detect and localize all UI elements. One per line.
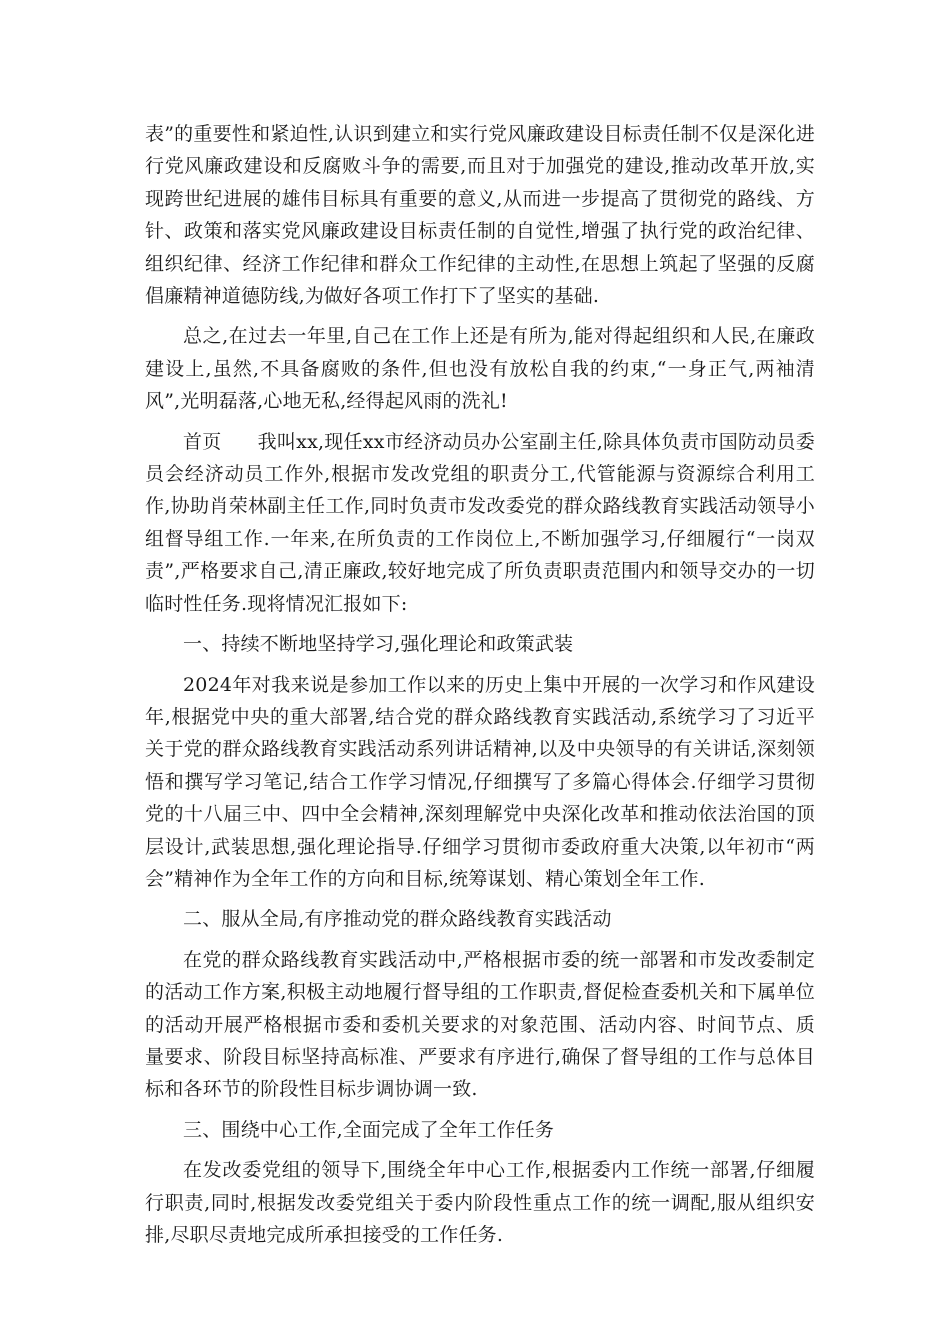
paragraph-4: 2024年对我来说是参加工作以来的历史上集中开展的一次学习和作风建设年,根据党中央的重大部署,结合党的群众路线教育实践活动,系统学习了习近平关于党的群众路线教育实践活动系列讲话精神,以及中央领导的有关讲话,深刻领悟和撰写学习笔记,结合工作学习情况,仔细撰写了多篇心得体会.仔细学习贯彻党的十八届三中、四中全会精神,深刻理解党中央深化改革和推动依法治国的顶层设计,武装思想,强化理论指导.仔细学习贯彻市委政府重大决策,以年初市“两会”精神作为全年工作的方向和目标,统筹谋划、精心策划全年工作. xyxy=(145,673,815,890)
section-heading-1: 一、持续不断地坚持学习,强化理论和政策武装 xyxy=(183,633,574,656)
section-heading-3: 三、围绕中心工作,全面完成了全年工作任务 xyxy=(183,1118,555,1141)
paragraph-1: 表”的重要性和紧迫性,认识到建立和实行党风廉政建设目标责任制不仅是深化进行党风廉政建设和反腐败斗争的需要,而且对于加强党的建设,推动改革开放,实现跨世纪进展的雄伟目标具有重要的意义,从而进一步提高了贯彻党的路线、方针、政策和落实党风廉政建设目标责任制的自觉性,增强了执行党的政治纪律、组织纪律、经济工作纪律和群众工作纪律的主动性,在思想上筑起了坚强的反腐倡廉精神道德防线,为做好各项工作打下了坚实的基础. xyxy=(145,123,815,308)
paragraph-3 xyxy=(145,426,815,620)
paragraph-6: 在发改委党组的领导下,围绕全年中心工作,根据委内工作统一部署,仔细履行职责,同时,根据发改委党组关于委内阶段性重点工作的统一调配,服从组织安排,尽职尽责地完成所承担接受的工作任务. xyxy=(145,1159,815,1246)
paragraph-5: 在党的群众路线教育实践活动中,严格根据市委的统一部署和市发改委制定的活动工作方案,积极主动地履行督导组的工作职责,督促检查委机关和下属单位的活动开展严格根据市委和委机关要求的对象范围、活动内容、时间节点、质量要求、阶段目标坚持高标准、严要求有序进行,确保了督导组的工作与总体目标和各环节的阶段性目标步调协调一致. xyxy=(145,948,815,1101)
paragraph-2: 总之,在过去一年里,自己在工作上还是有所为,能对得起组织和人民,在廉政建设上,虽然,不具备腐败的条件,但也没有放松自我的约束,“一身正气,两袖清风”,光明磊落,心地无私,经得起风雨的洗礼! xyxy=(145,325,815,413)
paragraph-3-text: 我叫xx,现任xx市经济动员办公室副主任,除具体负责市国防动员委员会经济动员工作外,根据市发改党组的职责分工,代管能源与资源综合利用工作,协助肖荣林副主任工作,同时负责市发改委党的群众路线教育实践活动领导小组督导组工作.一年来,在所负责的工作岗位上,不断加强学习,仔细履行“一岗双责”,严格要求自己,清正廉政,较好地完成了所负责职责范围内和领导交办的一切临时性任务.现将情况汇报如下: xyxy=(145,430,815,615)
document-body xyxy=(145,118,815,1259)
home-label: 首页 xyxy=(183,430,222,453)
section-heading-2: 二、服从全局,有序推动党的群众路线教育实践活动 xyxy=(183,908,612,931)
